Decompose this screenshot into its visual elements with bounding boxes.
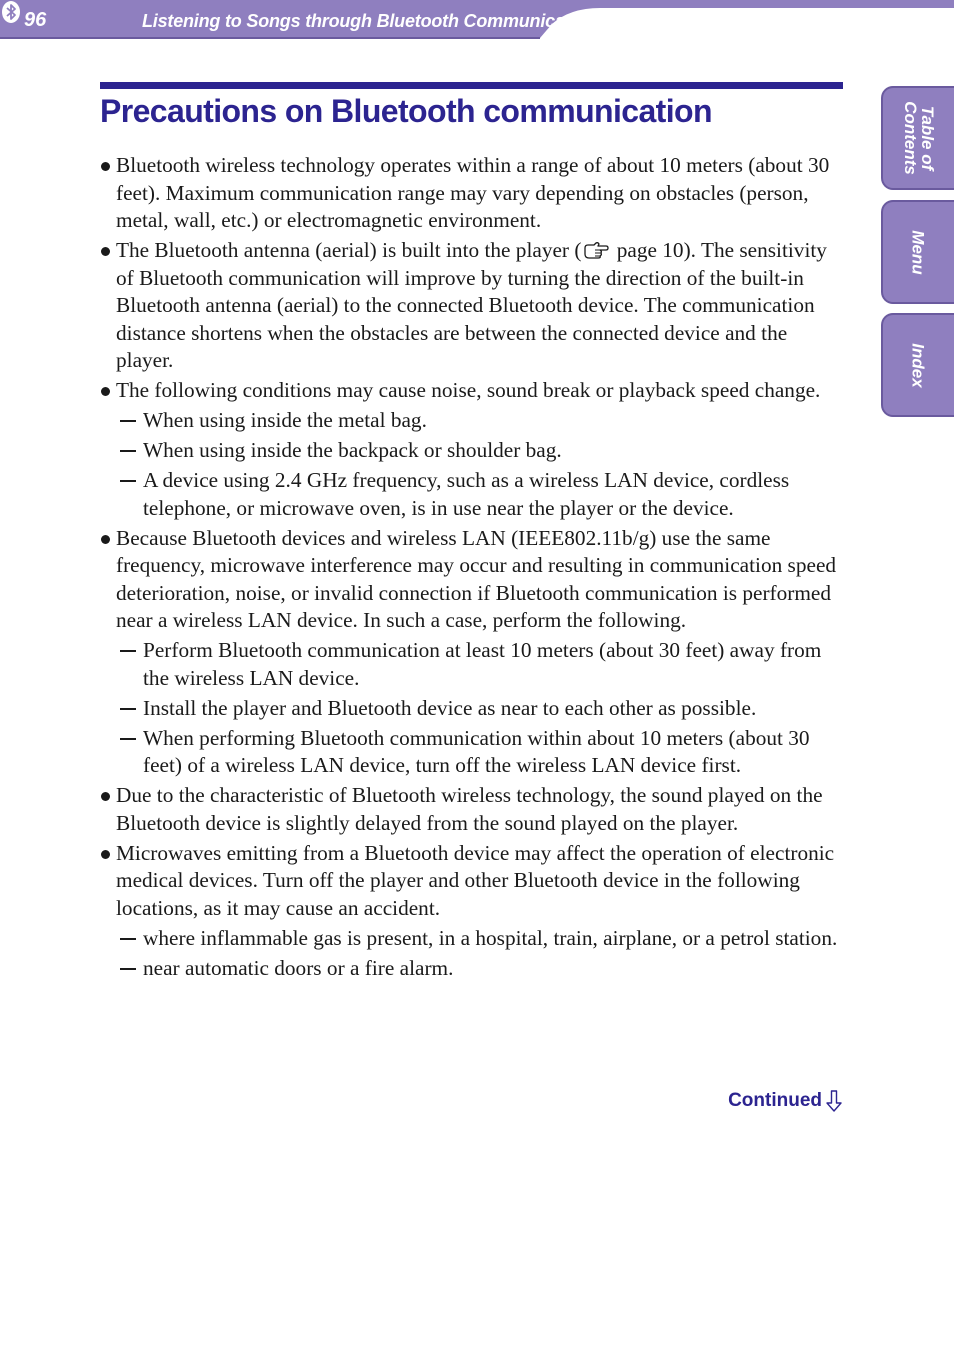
sub-item: When using inside the backpack or shoulder bag. (100, 437, 846, 465)
tab-menu-label: Menu (908, 229, 928, 275)
bluetooth-icon (0, 0, 22, 24)
tab-index-label: Index (909, 342, 928, 388)
bullet-range: Bluetooth wireless technology operates within a range of about 10 meters (about 30 feet). Maximum communication range may vary depending on obstacles (person, metal, wall, etc.) or electromagnetic environment. (100, 152, 846, 235)
sub-item: When performing Bluetooth communication within about 10 meters (about 30 feet) of a wireless LAN device, turn off the wireless LAN device first. (100, 725, 846, 780)
title-rule (100, 82, 843, 89)
continued-link[interactable] (728, 1090, 842, 1112)
sub-item: Perform Bluetooth communication at least 10 meters (about 30 feet) away from the wireless LAN device. (100, 637, 846, 692)
tab-table-of-contents[interactable] (881, 86, 954, 190)
sub-item: When using inside the metal bag. (100, 407, 846, 435)
tab-menu[interactable] (881, 200, 954, 304)
sub-item: near automatic doors or a fire alarm. (100, 955, 846, 983)
bullet-antenna-text-1: The Bluetooth antenna (aerial) is built into the player ( (116, 238, 582, 262)
arrow-down-icon (826, 1090, 842, 1112)
pointing-hand-icon (583, 242, 609, 260)
bullet-antenna (100, 237, 846, 375)
continued-label: Continued (728, 1090, 822, 1111)
precautions-list (100, 152, 846, 985)
bullet-medical: Microwaves emitting from a Bluetooth device may affect the operation of electronic medical devices. Turn off the player and other Bluetooth device in the following locations, as it may cause an accident. (100, 840, 846, 923)
bullet-noise: The following conditions may cause noise, sound break or playback speed change. (100, 377, 846, 405)
page-number: 96 (24, 9, 47, 31)
page-title: Precautions on Bluetooth communication (100, 93, 712, 129)
bullet-antenna-text-2: page 10). The sensitivity of Bluetooth communication will improve by turning the direction of the built-in Bluetooth antenna (aerial) to the connected Bluetooth device. The communication distance shortens when the obstacles are between the connected device and the player. (116, 238, 827, 372)
bullet-wireless-lan: Because Bluetooth devices and wireless LAN (IEEE802.11b/g) use the same frequency, microwave interference may occur and resulting in communication speed deterioration, noise, or invalid connection if Bluetooth communication is performed near a wireless LAN device. In such a case, perform the following. (100, 525, 846, 635)
sub-item: A device using 2.4 GHz frequency, such as a wireless LAN device, cordless telephone, or microwave oven, is in use near the player or the device. (100, 467, 846, 522)
tab-index[interactable] (881, 313, 954, 417)
page-header (0, 0, 954, 40)
sub-item: where inflammable gas is present, in a hospital, train, airplane, or a petrol station. (100, 925, 846, 953)
section-title: Listening to Songs through Bluetooth Communication (142, 11, 597, 31)
tab-table-of-contents-label: Table of Contents (900, 101, 937, 175)
sub-item: Install the player and Bluetooth device as near to each other as possible. (100, 695, 846, 723)
bullet-delay: Due to the characteristic of Bluetooth wireless technology, the sound played on the Bluetooth device is slightly delayed from the sound played on the player. (100, 782, 846, 837)
